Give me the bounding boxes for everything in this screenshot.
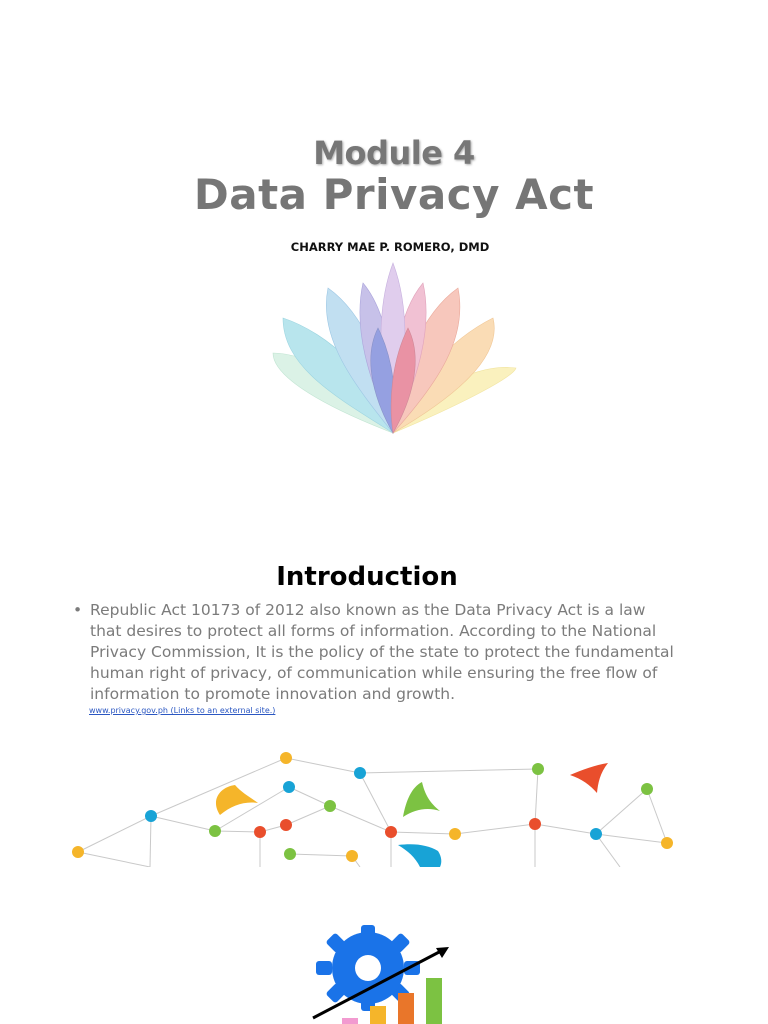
page-title: Data Privacy Act (193, 170, 595, 219)
lotus-leaves-graphic (268, 258, 518, 438)
bullet-text: Republic Act 10173 of 2012 also known as the Data Privacy Act is a law that desires to protect all forms of information. According to the National Privacy Commission, It is the policy of the state to protect the fundamental human right of privacy, of communication while ensuring the free flow of information to promote innovation and growth. (90, 601, 674, 703)
author-name: CHARRY MAE P. ROMERO, DMD (290, 240, 490, 254)
bullet-paragraph (74, 600, 674, 705)
external-link[interactable]: www.privacy.gov.ph (Links to an external site.) (89, 706, 276, 715)
bullet-marker: • (73, 601, 83, 619)
module-label: Module 4 (313, 134, 475, 172)
section-heading: Introduction (276, 562, 458, 592)
network-nodes-graphic (60, 745, 690, 867)
gear-growth-chart-icon (305, 920, 465, 1024)
